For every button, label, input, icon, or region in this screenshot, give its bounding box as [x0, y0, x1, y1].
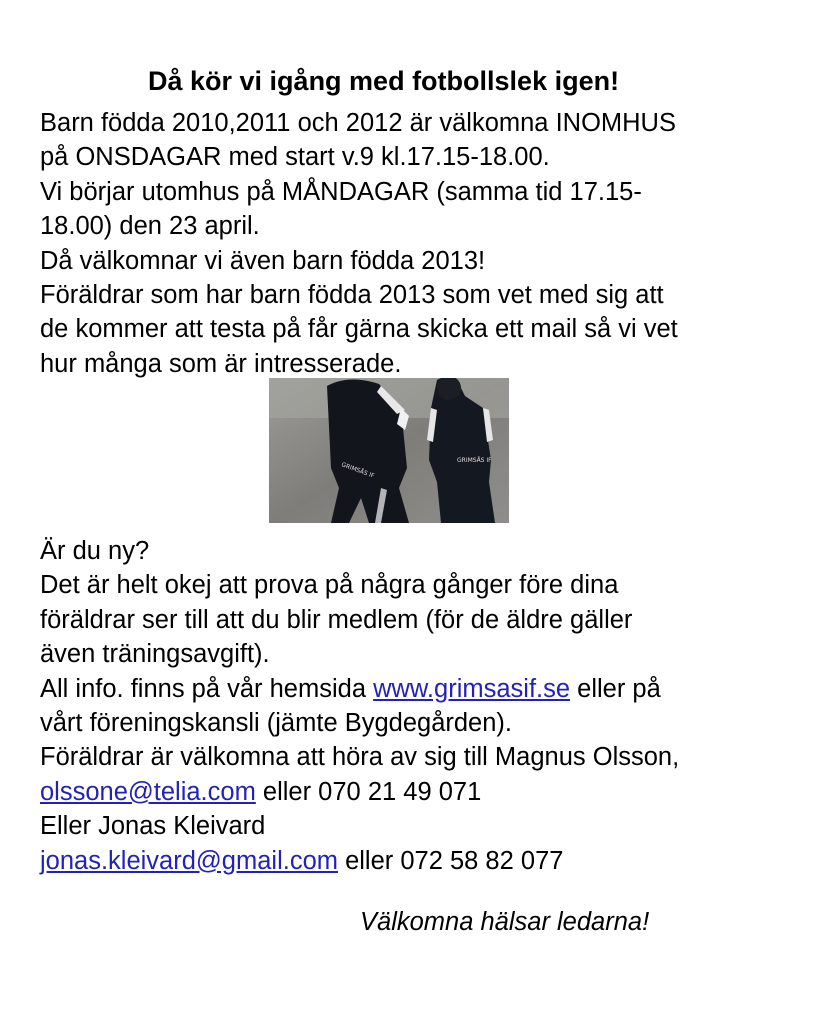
players-photo-illustration: [269, 378, 509, 523]
info-line: föräldrar ser till att du blir medlem (för de äldre gäller: [40, 605, 633, 634]
flyer-title: Då kör vi igång med fotbollslek igen!: [148, 66, 620, 96]
info-line: Föräldrar är välkomna att höra av sig till Magnus Olsson,: [40, 743, 680, 772]
email-link-magnus[interactable]: olssone@telia.com: [40, 777, 256, 806]
intro-line: på ONSDAGAR med start v.9 kl.17.15-18.00.: [40, 143, 550, 172]
info-text-fragment: All info. finns på vår hemsida: [40, 674, 374, 703]
info-line: även träningsavgift).: [40, 640, 270, 669]
jacket-text-right: GRIMSÅS IF: [457, 457, 492, 464]
info-line: vårt föreningskansli (jämte Bygdegården).: [40, 709, 512, 738]
info-line-email1: [40, 775, 679, 809]
players-photo: [269, 378, 509, 523]
info-line: Eller Jonas Kleivard: [40, 812, 266, 841]
intro-line: 18.00) den 23 april.: [40, 212, 260, 241]
intro-line: hur många som är intresserade.: [40, 349, 402, 378]
intro-line: Föräldrar som har barn födda 2013 som vet med sig att: [40, 281, 664, 310]
intro-line: Då välkomnar vi även barn födda 2013!: [40, 246, 486, 275]
intro-line: Barn födda 2010,2011 och 2012 är välkomna INOMHUS: [40, 109, 676, 137]
intro-line: de kommer att testa på får gärna skicka ett mail så vi vet: [40, 315, 678, 344]
email-link-jonas[interactable]: jonas.kleivard@gmail.com: [40, 846, 338, 875]
info-line-email2: [40, 844, 679, 878]
phone-text: eller 070 21 49 071: [255, 777, 482, 806]
jacket-text-left: GRIMSÅS IF: [340, 461, 376, 480]
info-line-website: [40, 672, 679, 706]
info-line: Det är helt okej att prova på några gånger före dina: [40, 571, 619, 600]
info-text-fragment: eller på: [570, 674, 661, 703]
info-text: [40, 534, 679, 878]
website-link[interactable]: www.grimsasif.se: [373, 674, 571, 703]
info-line: Är du ny?: [40, 537, 150, 565]
intro-text: [40, 106, 678, 381]
intro-line: Vi börjar utomhus på MÅNDAGAR (samma tid 17.15-: [40, 177, 642, 206]
signoff: Välkomna hälsar ledarna!: [360, 908, 650, 936]
phone-text: eller 072 58 82 077: [338, 846, 564, 875]
